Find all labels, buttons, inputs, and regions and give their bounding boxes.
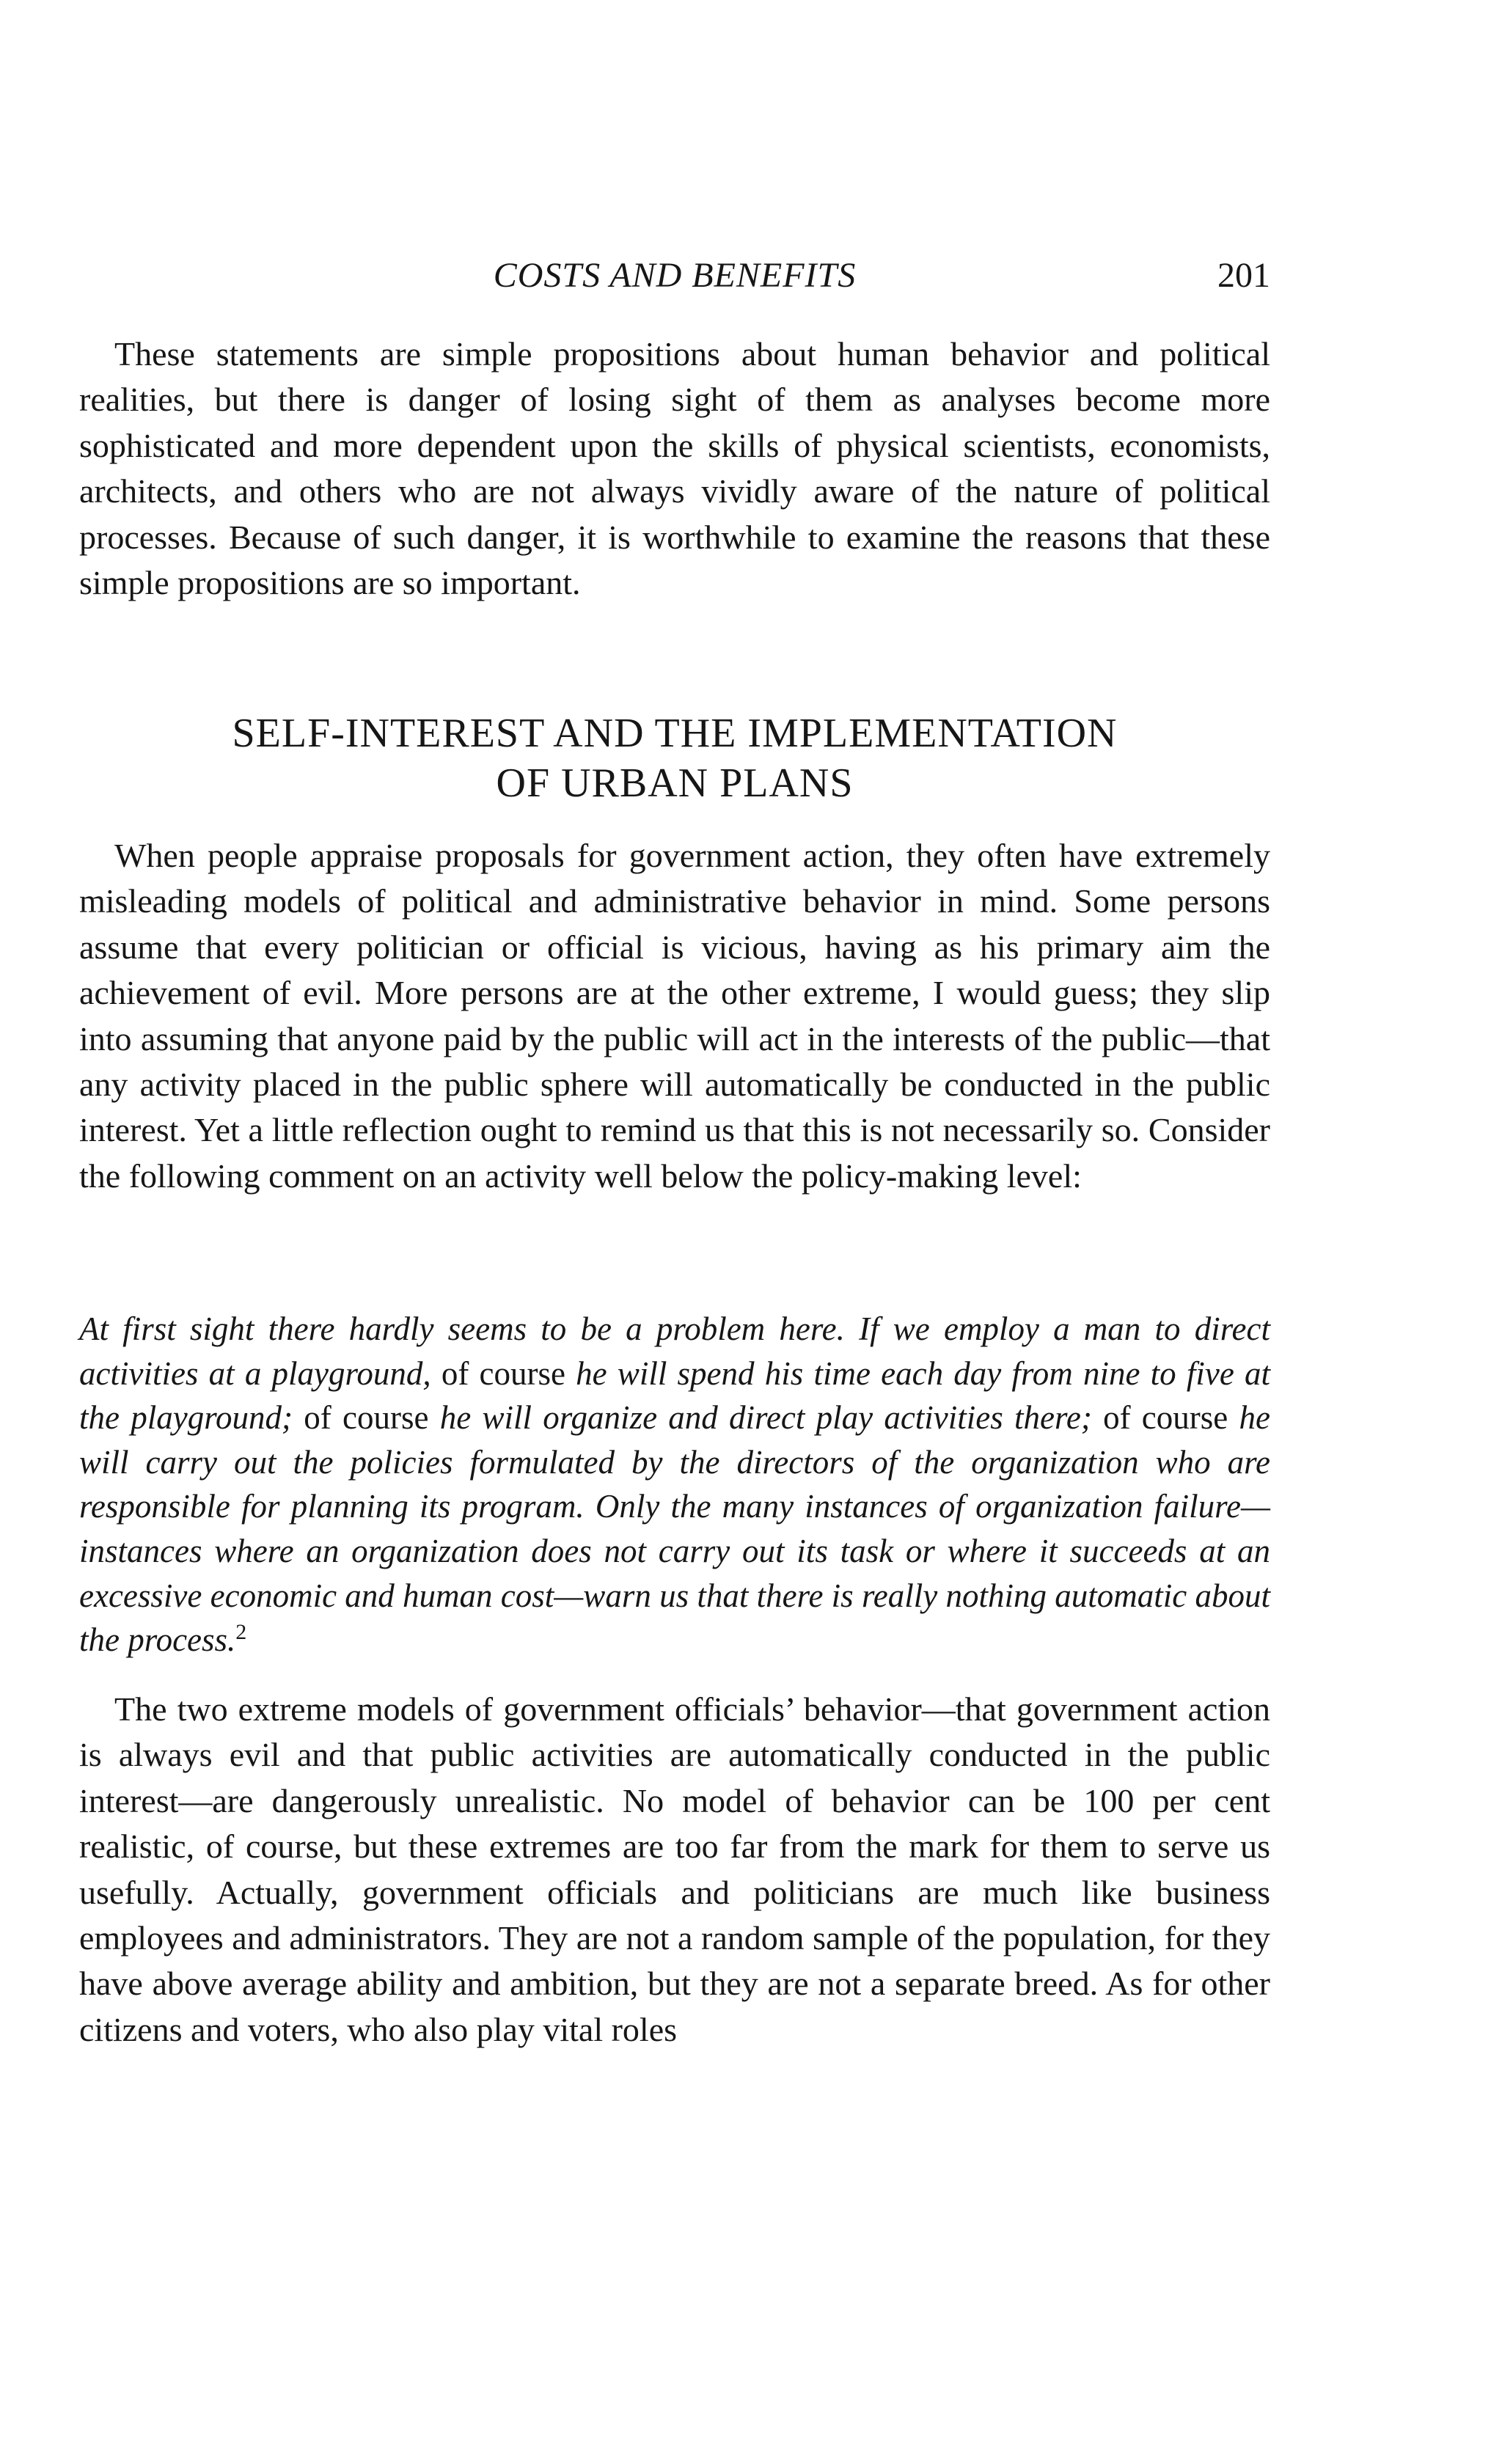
section-heading-line-2: OF URBAN PLANS <box>496 760 854 806</box>
body-paragraph-1 <box>79 331 1270 606</box>
block-quote <box>79 1307 1270 1662</box>
paragraph-text: When people appraise proposals for government action, they often have extremely misleading models of political and administrative behavior in mind. Some persons assume that every politician or official is vicious, having as his primary aim the achievement of evil. More persons are at the other extreme, I would guess; they slip into assuming that anyone paid by the public will act in the interests of the public—that any activity placed in the public sphere will automatically be conducted in the public interest. Yet a little reflection ought to remind us that this is not necessarily so. Consider the following comment on an activity well below the policy-making level: <box>79 837 1270 1195</box>
quote-segment-plain: of course <box>293 1399 440 1437</box>
page-number: 201 <box>1217 256 1270 295</box>
running-head <box>79 255 1270 302</box>
quote-segment: At first sight there hardly seems to be a problem here. If we employ a man to direct activities at a playground, <box>79 1310 1270 1392</box>
quote-segment: he will organize and direct play activities there; <box>439 1399 1092 1437</box>
quote-segment-plain: of course <box>1091 1399 1239 1437</box>
section-heading-line-1: SELF-INTEREST AND THE IMPLEMENTATION <box>232 711 1118 756</box>
quote-segment: he will spend his time each day from nine to five at the playground; <box>79 1354 1271 1437</box>
section-heading <box>79 708 1270 808</box>
running-title: COSTS AND BENEFITS <box>493 256 857 295</box>
paragraph-text: The two extreme models of government officials’ behavior—that government action is always evil and that public activities are automatically conducted in the public interest—are dangerously unrealistic. No model of behavior can be 100 per cent realistic, of course, but these extremes are too far from the mark for them to serve us usefully. Actually, government officials and politicians are much like business employees and administrators. They are not a random sample of the population, for they have above average ability and ambition, but they are not a separate breed. As for other citizens and voters, who also play vital roles <box>79 1690 1270 2048</box>
body-paragraph-3 <box>79 1687 1270 2053</box>
paragraph-text: These statements are simple propositions about human behavior and political realities, but there is danger of losing sight of them as analyses become more sophisticated and more dependent upon the skills of physical scientists, economists, architects, and others who are not always vividly aware of the nature of political processes. Because of such danger, it is worthwhile to examine the reasons that these simple propositions are so important. <box>79 335 1270 602</box>
footnote-reference: 2 <box>235 1620 247 1645</box>
body-paragraph-2 <box>79 833 1270 1199</box>
quote-segment: he will carry out the policies formulated by the directors of the organization who are responsible for planning its program. Only the many instances of organization failure—instances where an organization does not carry out its task or where it succeeds at an excessive economic and human cost—warn us that there is really nothing automatic about the process. <box>79 1399 1270 1659</box>
quote-segment-plain: of course <box>431 1354 576 1392</box>
